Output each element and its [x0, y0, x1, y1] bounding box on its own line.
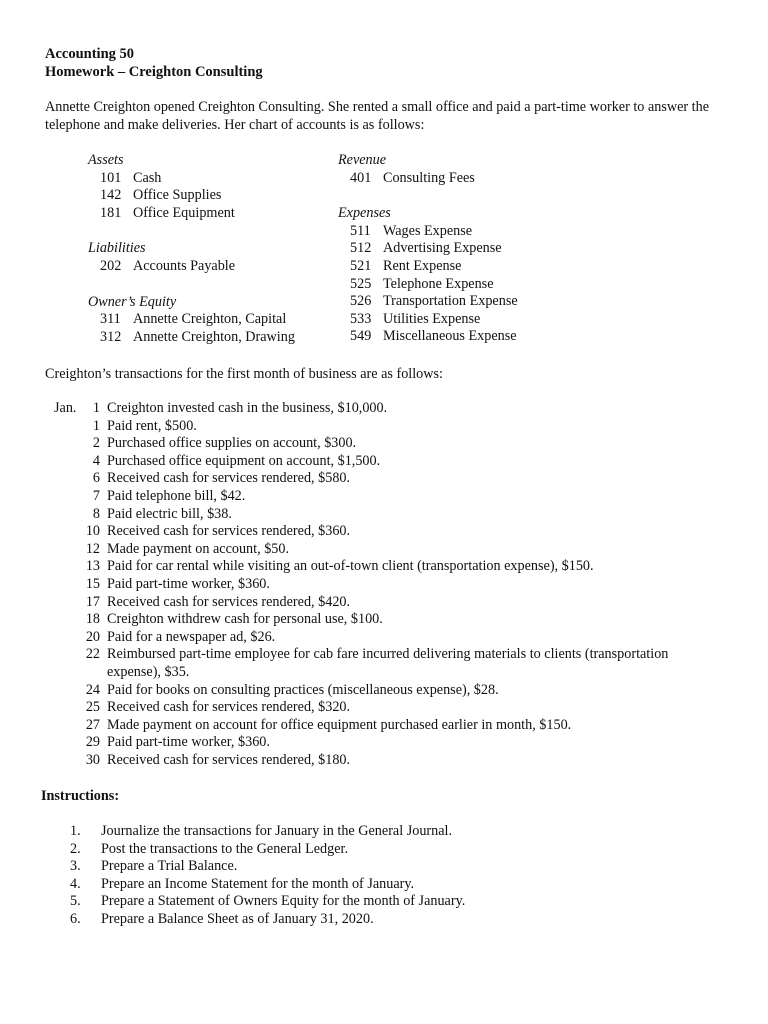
- transaction-day: 12: [85, 540, 100, 557]
- account-name: Annette Creighton, Capital: [133, 311, 287, 328]
- transaction-row: [54, 506, 714, 524]
- transaction-row: [54, 558, 714, 576]
- instruction-text: Post the transactions to the General Ledger.: [101, 840, 349, 857]
- account-row: [88, 329, 328, 347]
- account-row: [338, 293, 598, 311]
- transaction-day: 1: [92, 400, 100, 416]
- account-name: Office Equipment: [133, 204, 235, 221]
- assets-group: [88, 152, 328, 222]
- transaction-day: 7: [92, 487, 100, 504]
- transaction-row: [54, 453, 714, 471]
- transaction-row: [54, 752, 714, 770]
- instruction-number: 4.: [70, 875, 81, 892]
- transaction-day: 22: [85, 646, 100, 663]
- account-name: Cash: [133, 169, 162, 186]
- transaction-description: Received cash for services rendered, $420.: [107, 593, 351, 610]
- transaction-day: 13: [85, 558, 100, 575]
- instruction-number: 3.: [70, 858, 81, 875]
- expenses-heading: Expenses: [338, 205, 391, 222]
- chart-of-accounts-left-column: [88, 152, 328, 364]
- account-row: [338, 170, 598, 188]
- account-row: [338, 223, 598, 241]
- transaction-day: 2: [92, 435, 100, 452]
- course-title: Accounting 50: [45, 46, 135, 62]
- account-row: [338, 240, 598, 258]
- transaction-day: 20: [85, 628, 100, 645]
- transaction-description: Purchased office equipment on account, $1,500.: [107, 452, 381, 469]
- account-row: [338, 258, 598, 276]
- transactions-list: [54, 400, 714, 769]
- transaction-day: 15: [85, 575, 100, 592]
- account-number: 202: [100, 257, 122, 274]
- transaction-day: 1: [92, 417, 100, 434]
- transaction-description: Paid rent, $500.: [107, 417, 197, 434]
- transaction-row: [54, 646, 714, 681]
- instruction-text: Prepare an Income Statement for the month of January.: [101, 875, 415, 892]
- account-name: Telephone Expense: [383, 275, 494, 292]
- account-number: 312: [100, 328, 122, 345]
- transaction-row: [54, 418, 714, 436]
- transaction-description: Made payment on account, $50.: [107, 540, 290, 557]
- instruction-text: Prepare a Balance Sheet as of January 31, 2020.: [101, 910, 374, 927]
- account-number: 511: [350, 222, 371, 239]
- transaction-description: Purchased office supplies on account, $300.: [107, 435, 357, 452]
- transaction-row: [54, 435, 714, 453]
- account-number: 512: [350, 240, 372, 257]
- transaction-description: Paid for car rental while visiting an out-of-town client (transportation expense), $150.: [107, 558, 594, 575]
- instruction-text: Prepare a Trial Balance.: [101, 858, 238, 875]
- instruction-text: Prepare a Statement of Owners Equity for the month of January.: [101, 893, 466, 910]
- liabilities-group: [88, 240, 328, 275]
- instruction-number: 5.: [70, 893, 81, 910]
- account-row: [338, 311, 598, 329]
- intro-paragraph: Annette Creighton opened Creighton Consulting. She rented a small office and paid a part-time worker to answer the telephone and make deliveries. Her chart of accounts is as follows:: [45, 99, 710, 133]
- instructions-list: [70, 823, 630, 929]
- transaction-month: Jan.: [54, 400, 77, 416]
- account-number: 142: [100, 187, 122, 204]
- account-number: 525: [350, 275, 372, 292]
- liabilities-heading: Liabilities: [88, 240, 146, 257]
- transaction-day: 4: [92, 452, 100, 469]
- transaction-description: Creighton withdrew cash for personal use, $100.: [107, 611, 383, 628]
- transaction-day: 25: [85, 699, 100, 716]
- transaction-description: Paid for a newspaper ad, $26.: [107, 628, 276, 645]
- account-name: Wages Expense: [383, 222, 473, 239]
- account-row: [338, 328, 598, 346]
- assets-heading: Assets: [88, 152, 124, 168]
- account-number: 181: [100, 204, 122, 221]
- transaction-day: 8: [92, 505, 100, 522]
- account-name: Advertising Expense: [383, 240, 502, 257]
- transaction-day: 18: [85, 611, 100, 628]
- instruction-row: [70, 858, 630, 876]
- transaction-row: [54, 734, 714, 752]
- transaction-day: 24: [85, 681, 100, 698]
- expenses-group: [338, 205, 598, 346]
- transaction-day: 27: [85, 716, 100, 733]
- transaction-description: Received cash for services rendered, $320.: [107, 699, 351, 716]
- instruction-row: [70, 823, 630, 841]
- account-name: Annette Creighton, Drawing: [133, 328, 295, 345]
- transaction-row: [54, 594, 714, 612]
- transaction-row: [54, 576, 714, 594]
- account-number: 401: [350, 169, 372, 186]
- transaction-row: [54, 400, 714, 418]
- transaction-row: [54, 470, 714, 488]
- transaction-description: Received cash for services rendered, $180.: [107, 751, 351, 768]
- account-name: Accounts Payable: [133, 257, 236, 274]
- revenue-heading: Revenue: [338, 152, 387, 168]
- transaction-description: Paid for books on consulting practices (miscellaneous expense), $28.: [107, 681, 499, 698]
- instruction-number: 1.: [70, 823, 81, 839]
- account-number: 526: [350, 293, 372, 310]
- instruction-row: [70, 911, 630, 929]
- revenue-group: [338, 152, 598, 187]
- transaction-day: 29: [85, 734, 100, 751]
- instructions-heading: Instructions:: [41, 788, 120, 804]
- transaction-day: 10: [85, 523, 100, 540]
- transaction-day: 17: [85, 593, 100, 610]
- transaction-description: Made payment on account for office equipment purchased earlier in month, $150.: [107, 716, 572, 733]
- transaction-row: [54, 682, 714, 700]
- account-number: 311: [100, 311, 121, 328]
- account-row: [88, 311, 328, 329]
- transaction-row: [54, 699, 714, 717]
- account-number: 521: [350, 257, 372, 274]
- transaction-description: Received cash for services rendered, $580.: [107, 470, 351, 487]
- account-number: 101: [100, 169, 122, 186]
- transaction-row: [54, 523, 714, 541]
- instruction-row: [70, 893, 630, 911]
- account-number: 549: [350, 328, 372, 345]
- instruction-text: Journalize the transactions for January in the General Journal.: [101, 823, 453, 839]
- equity-group: [88, 294, 328, 347]
- transaction-description: Paid part-time worker, $360.: [107, 575, 270, 592]
- account-name: Office Supplies: [133, 187, 222, 204]
- account-name: Transportation Expense: [383, 293, 518, 310]
- assignment-title: Homework – Creighton Consulting: [45, 64, 263, 80]
- transaction-row: [54, 717, 714, 735]
- document-header: [45, 45, 263, 81]
- account-name: Consulting Fees: [383, 169, 475, 186]
- transactions-intro: Creighton’s transactions for the first month of business are as follows:: [45, 366, 443, 382]
- chart-of-accounts-right-column: [338, 152, 598, 364]
- instruction-number: 6.: [70, 910, 81, 927]
- transaction-day: 6: [92, 470, 100, 487]
- account-row: [88, 205, 328, 223]
- transaction-description: Paid telephone bill, $42.: [107, 487, 246, 504]
- instruction-row: [70, 841, 630, 859]
- account-row: [88, 258, 328, 276]
- transaction-row: [54, 629, 714, 647]
- transaction-row: [54, 488, 714, 506]
- account-number: 533: [350, 310, 372, 327]
- transaction-description: Received cash for services rendered, $360.: [107, 523, 351, 540]
- transaction-description: Reimbursed part-time employee for cab fare incurred delivering materials to clients (transportation expense), $35.: [107, 646, 669, 680]
- account-row: [338, 276, 598, 294]
- transaction-description: Creighton invested cash in the business, $10,000.: [107, 400, 388, 416]
- account-name: Miscellaneous Expense: [383, 328, 517, 345]
- account-name: Utilities Expense: [383, 310, 481, 327]
- account-row: [88, 187, 328, 205]
- transaction-row: [54, 541, 714, 559]
- transaction-day: 30: [85, 751, 100, 768]
- equity-heading: Owner’s Equity: [88, 293, 177, 310]
- instruction-row: [70, 876, 630, 894]
- account-row: [88, 170, 328, 188]
- transaction-row: [54, 611, 714, 629]
- instruction-number: 2.: [70, 840, 81, 857]
- account-name: Rent Expense: [383, 257, 462, 274]
- transaction-description: Paid electric bill, $38.: [107, 505, 232, 522]
- transaction-description: Paid part-time worker, $360.: [107, 734, 270, 751]
